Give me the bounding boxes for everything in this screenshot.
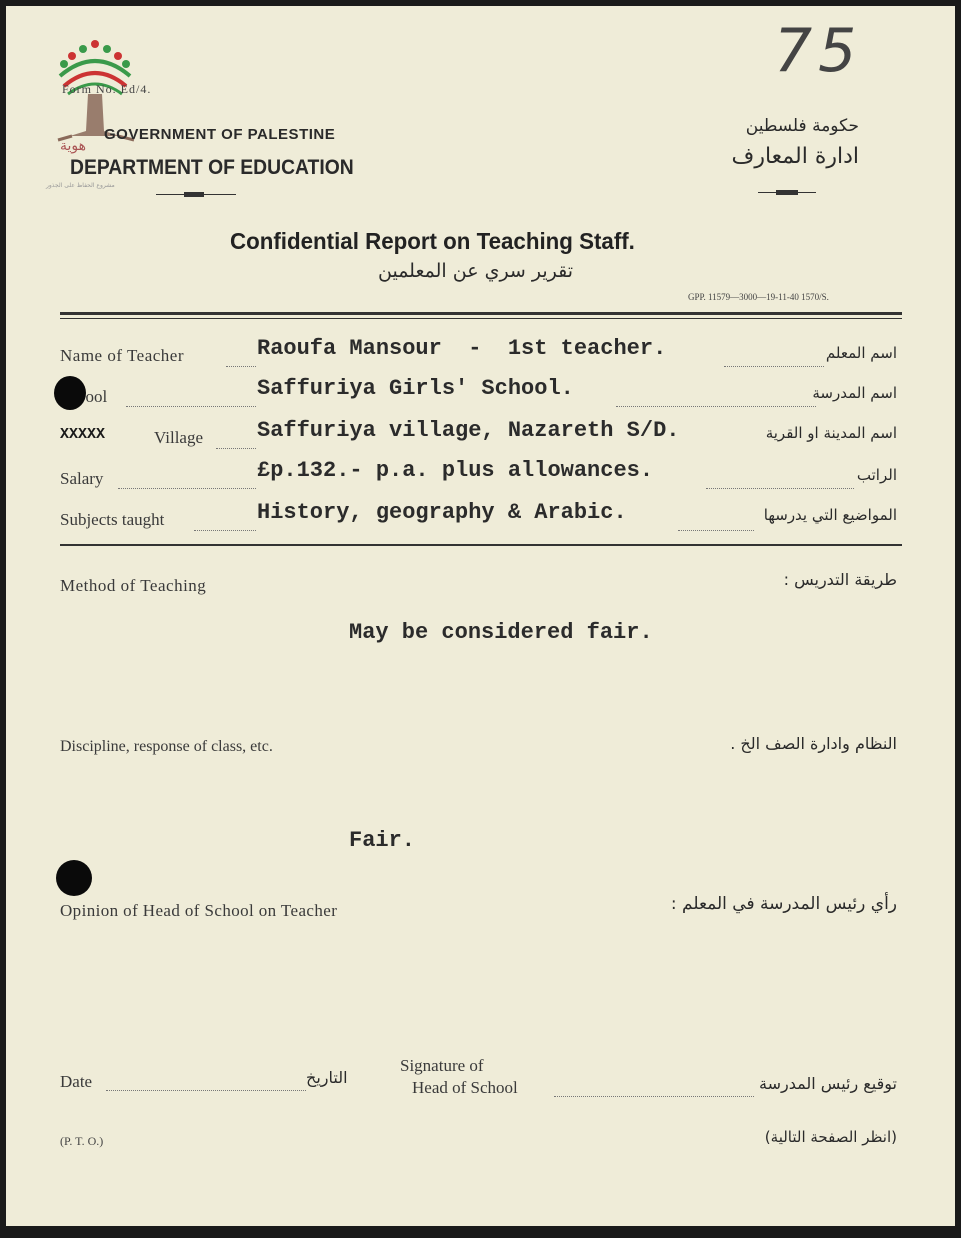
field-value-school: Saffuriya Girls' School. bbox=[257, 376, 574, 401]
field-value-teacher: Raoufa Mansour - 1st teacher. bbox=[257, 336, 667, 361]
opinion-label-arabic: رأي رئيس المدرسة في المعلم : bbox=[670, 894, 897, 914]
signature-label-line1: Signature of bbox=[400, 1056, 484, 1075]
method-label: Method of Teaching bbox=[60, 576, 207, 595]
punch-hole-bottom bbox=[56, 860, 92, 896]
report-title: Confidential Report on Teaching Staff. bbox=[230, 228, 635, 254]
header-divider-right-mark bbox=[776, 190, 798, 195]
fields-bottom-rule bbox=[60, 544, 902, 546]
method-label-arabic: طريقة التدريس : bbox=[783, 570, 897, 589]
page-number: 75 bbox=[774, 16, 863, 86]
field-label-salary: Salary bbox=[60, 469, 104, 488]
pto-label: (P. T. O.) bbox=[60, 1134, 104, 1148]
opinion-label: Opinion of Head of School on Teacher bbox=[60, 901, 338, 920]
field-label-school-arabic: اسم المدرسة bbox=[812, 384, 897, 402]
field-label-subjects: Subjects taught bbox=[60, 510, 165, 529]
government-title: GOVERNMENT OF PALESTINE bbox=[104, 126, 336, 143]
government-title-arabic: حكومة فلسطين bbox=[745, 116, 859, 136]
header-divider-left-mark bbox=[184, 192, 204, 197]
field-label-school-visible: ool bbox=[85, 387, 108, 406]
field-value-salary: £p.132.- p.a. plus allowances. bbox=[257, 458, 654, 483]
field-label-village-arabic: اسم المدينة او القرية bbox=[765, 424, 897, 442]
field-label-teacher-arabic: اسم المعلم bbox=[825, 344, 897, 362]
field-value-subjects: History, geography & Arabic. bbox=[257, 500, 627, 525]
discipline-value: Fair. bbox=[349, 828, 416, 853]
form-number: Form No. Ed/4. bbox=[62, 82, 152, 96]
top-double-rule-1 bbox=[60, 312, 902, 315]
pto-label-arabic: (انظر الصفحة التالية) bbox=[764, 1128, 897, 1146]
field-label-subjects-arabic: المواضيع التي يدرسها bbox=[763, 506, 897, 524]
date-label: Date bbox=[60, 1072, 93, 1091]
field-label-salary-arabic: الراتب bbox=[856, 466, 897, 484]
report-title-arabic: تقرير سري عن المعلمين bbox=[378, 260, 574, 282]
method-value: May be considered fair. bbox=[349, 620, 653, 645]
signature-label-line2: Head of School bbox=[412, 1078, 518, 1097]
department-title-arabic: ادارة المعارف bbox=[731, 144, 859, 169]
department-title: DEPARTMENT OF EDUCATION bbox=[70, 156, 354, 179]
discipline-label: Discipline, response of class, etc. bbox=[60, 738, 273, 755]
date-label-arabic: التاريخ bbox=[306, 1068, 348, 1087]
field-label-teacher: Name of Teacher bbox=[60, 346, 184, 365]
field-label-village: Village bbox=[154, 428, 204, 447]
bleed-through-text bbox=[566, 126, 576, 145]
field-strike-village: XXXXX bbox=[60, 426, 106, 443]
discipline-label-arabic: النظام وادارة الصف الخ . bbox=[730, 734, 897, 753]
logo-subtitle: مشروع الحفاظ على الجذور bbox=[46, 182, 115, 189]
top-double-rule-2 bbox=[60, 318, 902, 319]
print-reference: GPP. 11579—3000—19-11-40 1570/S. bbox=[688, 292, 829, 302]
logo-arabic-text: هوية bbox=[60, 138, 87, 154]
signature-label-arabic: توقيع رئيس المدرسة bbox=[759, 1074, 897, 1093]
field-label-school bbox=[60, 387, 107, 407]
field-value-village: Saffuriya village, Nazareth S/D. bbox=[257, 418, 680, 443]
document-page bbox=[6, 6, 955, 1226]
